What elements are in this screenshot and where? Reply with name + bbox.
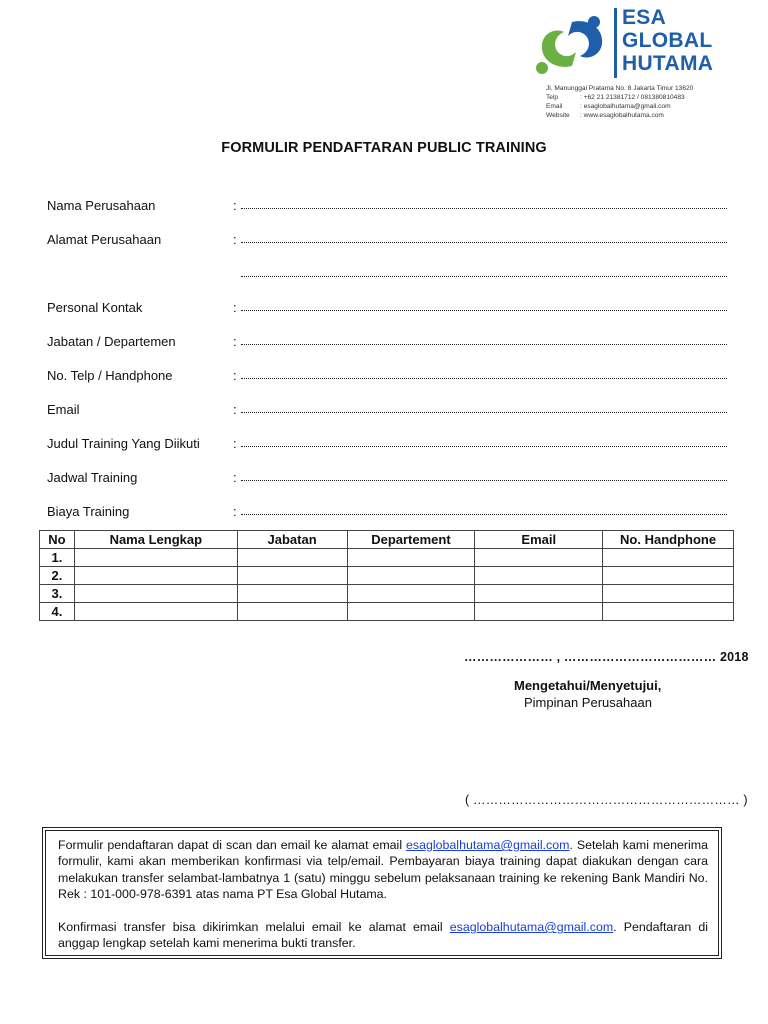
field-label: Email	[47, 402, 80, 417]
cell-email[interactable]	[475, 567, 603, 585]
logo-divider	[614, 8, 617, 78]
company-address: Jl. Manunggal Pratama No. 8 Jakarta Timur 13620	[546, 85, 694, 92]
date-place-line[interactable]: ………………… , ……………………………… 2018	[464, 650, 749, 664]
company-logo-icon	[532, 12, 612, 76]
field-input-line[interactable]	[241, 242, 727, 243]
company-name-line: HUTAMA	[622, 52, 714, 75]
row-number: 1.	[40, 549, 75, 567]
field-nama-perusahaan[interactable]	[47, 198, 727, 216]
field-input-line[interactable]	[241, 480, 727, 481]
form-title: FORMULIR PENDAFTARAN PUBLIC TRAINING	[221, 140, 547, 156]
field-colon: :	[233, 368, 237, 383]
approver-role: Pimpinan Perusahaan	[524, 695, 652, 710]
cell-email[interactable]	[475, 585, 603, 603]
email-link[interactable]: esaglobalhutama@gmail.com	[406, 838, 570, 852]
company-website: Website : www.esaglobalhutama.com	[546, 112, 664, 119]
field-input-line[interactable]	[241, 276, 727, 277]
column-header: No. Handphone	[603, 531, 734, 549]
field-input-line[interactable]	[241, 446, 727, 447]
company-email: Email : esaglobalhutama@gmail.com	[546, 103, 671, 110]
field-no-telp[interactable]	[47, 368, 727, 386]
field-label: Biaya Training	[47, 504, 130, 519]
field-label: Personal Kontak	[47, 300, 143, 315]
notice-paragraph: Konfirmasi transfer bisa dikirimkan melalui email ke alamat email esaglobalhutama@gmail.com. Pendaftaran di anggap lengkap setelah kami menerima bukti transfer.	[58, 920, 708, 951]
company-name-line: ESA	[622, 6, 667, 29]
field-colon: :	[233, 232, 237, 247]
column-header: Email	[475, 531, 603, 549]
table-header-row	[40, 531, 734, 549]
field-input-line[interactable]	[241, 412, 727, 413]
cell-email[interactable]	[475, 549, 603, 567]
cell-nama-lengkap[interactable]	[74, 585, 237, 603]
field-colon: :	[233, 470, 237, 485]
column-header: Nama Lengkap	[74, 531, 237, 549]
cell-nama-lengkap[interactable]	[74, 603, 237, 621]
field-alamat-perusahaan-cont[interactable]	[47, 266, 727, 284]
cell-nama-lengkap[interactable]	[74, 549, 237, 567]
field-jadwal-training[interactable]	[47, 470, 727, 488]
field-label: Nama Perusahaan	[47, 198, 156, 213]
company-letterhead	[528, 4, 714, 120]
cell-departement[interactable]	[347, 603, 475, 621]
field-input-line[interactable]	[241, 208, 727, 209]
cell-departement[interactable]	[347, 567, 475, 585]
field-label: Alamat Perusahaan	[47, 232, 162, 247]
column-header: No	[40, 531, 75, 549]
field-input-line[interactable]	[241, 310, 727, 311]
cell-jabatan[interactable]	[237, 603, 347, 621]
column-header: Departement	[347, 531, 475, 549]
field-label: Jabatan / Departemen	[47, 334, 176, 349]
row-number: 2.	[40, 567, 75, 585]
cell-no-handphone[interactable]	[603, 567, 734, 585]
cell-email[interactable]	[475, 603, 603, 621]
field-colon: :	[233, 334, 237, 349]
cell-nama-lengkap[interactable]	[74, 567, 237, 585]
field-colon: :	[233, 436, 237, 451]
cell-no-handphone[interactable]	[603, 585, 734, 603]
field-colon: :	[233, 504, 237, 519]
field-colon: :	[233, 300, 237, 315]
row-number: 4.	[40, 603, 75, 621]
notice-paragraph: Formulir pendaftaran dapat di scan dan email ke alamat email esaglobalhutama@gmail.com. Setelah kami menerima formulir, kami akan memberikan konfirmasi via telp/email. Pembayaran biaya training dapat diakukan dengan cara melakukan transfer selambat-lambatnya 1 (satu) minggu sebelum pelaksanaan training ke rekening Bank Mandiri No. Rek : 101-000-978-6391 atas nama PT Esa Global Hutama.	[58, 838, 708, 902]
row-number: 3.	[40, 585, 75, 603]
cell-jabatan[interactable]	[237, 567, 347, 585]
notice-box	[45, 830, 719, 956]
field-label: No. Telp / Handphone	[47, 368, 173, 383]
field-personal-kontak[interactable]	[47, 300, 727, 318]
company-name-line: GLOBAL	[622, 29, 713, 52]
cell-no-handphone[interactable]	[603, 603, 734, 621]
table-row	[40, 549, 734, 567]
approval-label: Mengetahui/Menyetujui,	[514, 678, 662, 693]
field-label: Judul Training Yang Diikuti	[47, 436, 200, 451]
field-alamat-perusahaan[interactable]	[47, 232, 727, 250]
table-row	[40, 585, 734, 603]
field-jabatan-departemen[interactable]	[47, 334, 727, 352]
field-colon: :	[233, 198, 237, 213]
cell-jabatan[interactable]	[237, 585, 347, 603]
cell-departement[interactable]	[347, 549, 475, 567]
field-input-line[interactable]	[241, 514, 727, 515]
cell-jabatan[interactable]	[237, 549, 347, 567]
company-contact-info	[546, 84, 693, 120]
field-input-line[interactable]	[241, 344, 727, 345]
field-label: Jadwal Training	[47, 470, 138, 485]
participants-table	[39, 530, 734, 621]
company-name	[622, 6, 713, 75]
field-judul-training[interactable]	[47, 436, 727, 454]
cell-no-handphone[interactable]	[603, 549, 734, 567]
table-row	[40, 603, 734, 621]
cell-departement[interactable]	[347, 585, 475, 603]
field-email[interactable]	[47, 402, 727, 420]
table-row	[40, 567, 734, 585]
signature-name-line[interactable]: ( ……………………………………………………… )	[465, 793, 748, 807]
email-link[interactable]: esaglobalhutama@gmail.com	[449, 920, 614, 934]
column-header: Jabatan	[237, 531, 347, 549]
field-biaya-training[interactable]	[47, 504, 727, 522]
field-input-line[interactable]	[241, 378, 727, 379]
field-colon: :	[233, 402, 237, 417]
company-telp: Telp : +62 21 21381712 / 081380810483	[546, 94, 685, 101]
bank-account-info: Bank Mandiri No. Rek : 101-000-978-6391 atas nama PT Esa Global Hutama.	[58, 870, 708, 902]
